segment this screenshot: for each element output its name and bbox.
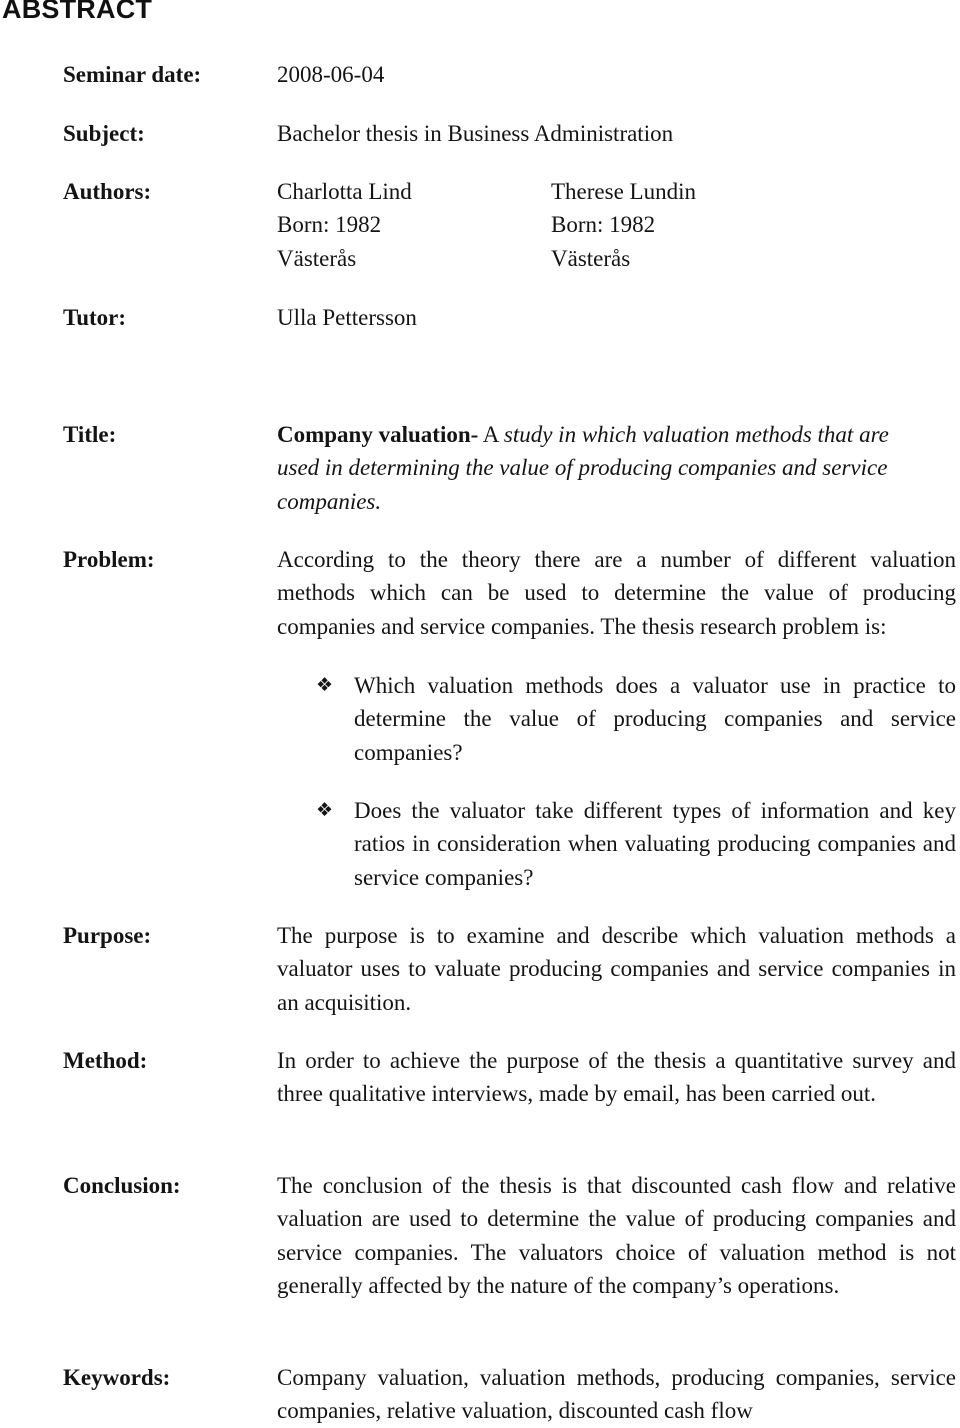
author-1-city: Västerås <box>277 245 357 271</box>
author-2 <box>551 175 696 275</box>
seminar-date-value: 2008-06-04 <box>277 62 385 87</box>
thesis-title-line-3: companies. <box>277 488 382 514</box>
thesis-title-line1-rest: study in which valuation methods that are <box>503 422 889 447</box>
problem-question-2: Does the valuator take different types of information and key ratios in consideration when valuating producing companies and service companies? <box>354 798 956 890</box>
abstract-heading: ABSTRACT <box>2 0 153 24</box>
conclusion-text: The conclusion of the thesis is that discounted cash flow and relative valuation are used to determine the value of producing companies and service companies. The valuators choice of valuation method is not generally affected by the nature of the company’s operations. <box>277 1173 956 1299</box>
tutor-label: Tutor: <box>63 305 127 330</box>
thesis-title-article: A <box>482 422 499 447</box>
diamond-bullet-icon: ❖ <box>316 799 334 821</box>
problem-label: Problem: <box>63 547 155 572</box>
method-text: In order to achieve the purpose of the thesis a quantitative survey and three qualitative interviews, made by email, has been carried out. <box>277 1048 956 1107</box>
seminar-date-label: Seminar date: <box>63 62 202 87</box>
author-1 <box>277 175 412 275</box>
purpose-label: Purpose: <box>63 923 152 948</box>
author-1-born: Born: 1982 <box>277 212 382 238</box>
purpose-text: The purpose is to examine and describe which valuation methods a valuator uses to valuate producing companies and service companies in an acquisition. <box>277 923 956 1015</box>
subject-value: Bachelor thesis in Business Administration <box>277 121 674 146</box>
thesis-title-lead: Company valuation- <box>277 422 479 447</box>
title-label: Title: <box>63 422 117 447</box>
conclusion-label: Conclusion: <box>63 1173 181 1198</box>
author-1-name: Charlotta Lind <box>277 179 412 204</box>
problem-question-1: Which valuation methods does a valuator use in practice to determine the value of producing companies and service companies? <box>354 673 956 765</box>
thesis-title-line-2: used in determining the value of producing companies and service <box>277 455 888 481</box>
diamond-bullet-icon: ❖ <box>316 674 334 696</box>
subject-label: Subject: <box>63 121 145 146</box>
problem-text: According to the theory there are a number of different valuation methods which can be used to determine the value of producing companies and service companies. The thesis research problem is: <box>277 547 956 639</box>
author-2-born: Born: 1982 <box>551 212 656 238</box>
keywords-text: Company valuation, valuation methods, producing companies, service companies, relative valuation, discounted cash flow <box>277 1365 956 1424</box>
author-2-name: Therese Lundin <box>551 179 696 204</box>
method-label: Method: <box>63 1048 148 1073</box>
author-2-city: Västerås <box>551 245 631 271</box>
keywords-label: Keywords: <box>63 1365 171 1390</box>
tutor-value: Ulla Pettersson <box>277 305 417 330</box>
thesis-title <box>277 418 956 518</box>
authors-label: Authors: <box>63 179 152 204</box>
thesis-title-line-1 <box>277 418 956 451</box>
